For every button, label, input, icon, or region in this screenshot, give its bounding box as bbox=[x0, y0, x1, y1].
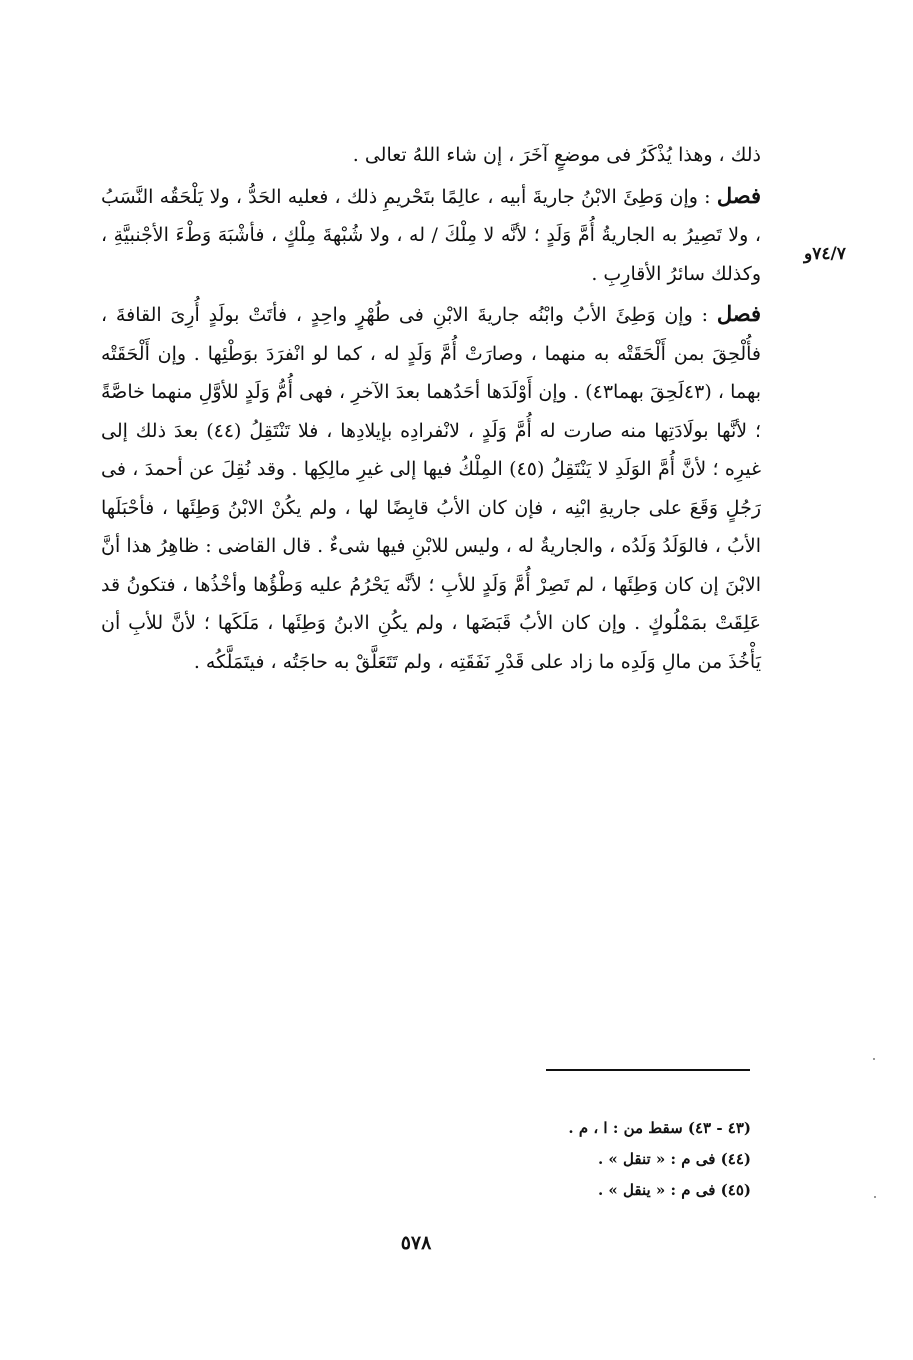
manuscript-folio-reference: ٧٤/٧و bbox=[804, 244, 846, 264]
section-label: فصل bbox=[716, 182, 761, 208]
paragraph-2 bbox=[101, 295, 761, 681]
paragraph-1 bbox=[101, 177, 761, 294]
footnotes bbox=[291, 1113, 751, 1206]
footnote-44: (٤٤) فى م : « تنقل » . bbox=[597, 1150, 751, 1168]
paragraph-1-text: : وإن وَطِئَ الابْنُ جاريةَ أبيه ، عالِمًا بتَحْريمِ ذلك ، فعليه الحَدُّ ، ولا يَلْحَقُه النَّسَبُ ، ولا تَصِيرُ به الجاريةُ أُمَّ وَلَدٍ ؛ لأنَّه لا مِلْكَ / له ، ولا شُبْهةَ مِلْكٍ ، فأشْبَهَ وَطْءَ الأجْنبيَّةِ ، وكذلك سائرُ الأقارِبِ . bbox=[101, 185, 761, 285]
opening-line: ذلك ، وهذا يُذْكَرُ فى موضعٍ آخَرَ ، إن شاء اللهُ تعالى . bbox=[352, 144, 761, 166]
page-number: ٥٧٨ bbox=[400, 1232, 432, 1254]
footnote-45: (٤٥) فى م : « ينقل » . bbox=[597, 1181, 751, 1199]
paragraph-2-text: : وإن وَطِئَ الأبُ وابْنُه جاريةَ الابْنِ فى طُهْرٍ واحِدٍ ، فأتَتْ بولَدٍ أُرِىَ القافةَ ، فأُلْحِقَ بمن أَلْحَقَتْه به منهما ، وصارَتْ أُمَّ وَلَدٍ له ، كما لو انْفرَدَ بوَطْئِها . وإن أَلْحَقَتْه بهما ، (٤٣لَحِقَ بهما٤٣) . وإن أَوْلَدَها أحَدُهما بعدَ الآخرِ ، فهى أُمُّ وَلَدٍ للأوَّلِ منهما خاصَّةً ؛ لأنَّها بولَادَتِها منه صارت له أُمَّ وَلَدٍ ، لانْفرادِه بإيلادِها ، فلا تَنْتَقِلُ (٤٤) بعدَ ذلك إلى غيرِه ؛ لأنَّ أُمَّ الوَلَدِ لا يَنْتَقِلُ (٤٥) المِلْكُ فيها إلى غيرِ مالِكِها . وقد نُقِلَ عن أحمدَ ، فى رَجُلٍ وَقَعَ على جاريةِ ابْنِه ، فإن كان الأبُ قابِضًا لها ، ولم يكُنْ الابْنُ وَطِئَها ، فأحْبَلَها الأبُ ، فالوَلَدُ وَلَدُه ، والجاريةُ له ، وليس للابْنِ فيها شىءٌ . قال القاضى : ظاهِرُ هذا أنَّ الابْنَ إن كان وَطِئَها ، لم تَصِرْ أُمَّ وَلَدٍ للأبِ ؛ لأنَّه يَحْرُمُ عليه وَطْؤُها وأخْذُها ، فتكونُ قد عَلِقَتْ بمَمْلُوكٍ . وإن كان الأبُ قَبَضَها ، ولم يكُنِ الابنُ وَطِئَها ، مَلَكَها ؛ لأنَّ للأبِ أن يَأْخُذَ من مالِ وَلَدِه ما زاد على قَدْرِ نَفَقَتِه ، ولم تَتَعَلَّقْ به حاجَتُه ، فيتَمَلَّكُه . bbox=[101, 304, 761, 673]
scan-speck bbox=[873, 1058, 875, 1060]
scan-speck bbox=[874, 1196, 876, 1198]
footnote-divider bbox=[546, 1069, 750, 1071]
footnote-43: (٤٣ - ٤٣) سقط من : ا ، م . bbox=[568, 1119, 751, 1137]
section-label: فصل bbox=[716, 301, 761, 326]
main-text bbox=[101, 136, 761, 681]
